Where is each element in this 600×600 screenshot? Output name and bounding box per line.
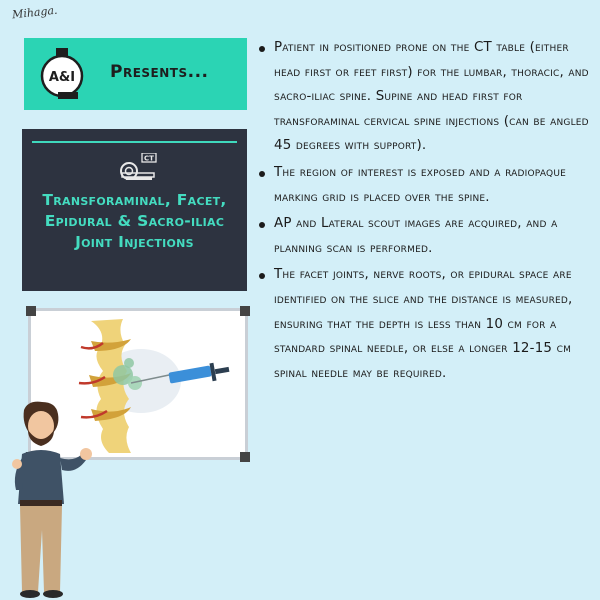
bullet-icon bbox=[259, 222, 265, 228]
list-item-text: Patient in positioned prone on the CT table (either head first or feet first) for the lumbar, thoracic, and sacro-iliac spine. Supine and head first for transforaminal cervical spine injections (can be angled 45 degrees with support). bbox=[274, 40, 589, 154]
presents-label: Presents... bbox=[110, 62, 209, 82]
procedure-steps-list bbox=[258, 36, 590, 388]
list-item bbox=[258, 212, 590, 261]
list-item bbox=[258, 36, 590, 159]
title-divider bbox=[32, 141, 237, 143]
bullet-icon bbox=[259, 171, 265, 177]
list-item-text: The region of interest is exposed and a radiopaque marking grid is placed over the spine. bbox=[274, 164, 567, 205]
list-item bbox=[258, 263, 590, 386]
ai-logo-icon bbox=[34, 46, 90, 102]
bullet-icon bbox=[259, 46, 265, 52]
list-item bbox=[258, 161, 590, 210]
ct-scanner-icon bbox=[118, 153, 158, 183]
page-title: Transforaminal, Facet, Epidural & Sacro-iliac Joint Injections bbox=[42, 191, 227, 251]
list-item-text: The facet joints, nerve roots, or epidural space are identified on the slice and the distance is measured, ensuring that the depth is less than 10 cm for a standard spinal needle, or else a longer 12-15 cm spinal needle may be required. bbox=[274, 267, 573, 381]
presenter-man-illustration bbox=[8, 400, 98, 600]
signature: Mihaga. bbox=[11, 3, 59, 22]
list-item-text: AP and Lateral scout images are acquired, and a planning scan is performed. bbox=[274, 216, 558, 256]
title-panel bbox=[22, 129, 247, 291]
bullet-icon bbox=[259, 273, 265, 279]
presents-banner bbox=[24, 38, 247, 110]
svg-text:CT: CT bbox=[144, 154, 154, 163]
logo-text: A&I bbox=[48, 70, 76, 85]
